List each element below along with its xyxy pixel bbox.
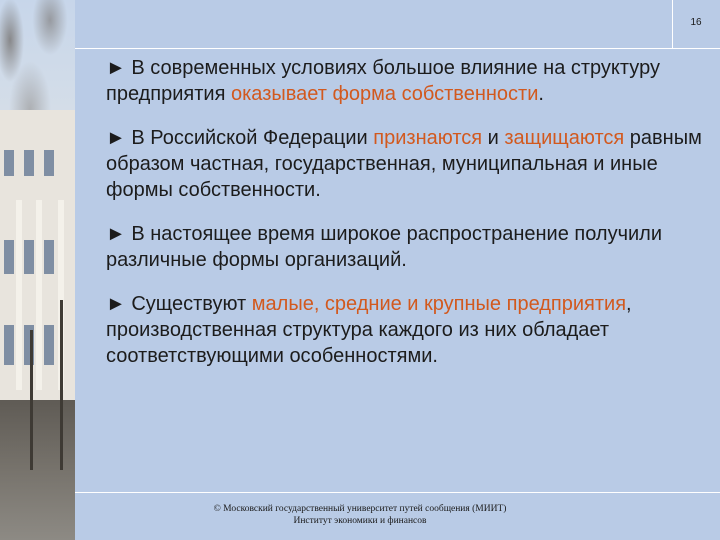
footer-divider: [75, 492, 720, 493]
paragraph-text: , производственная структура каждого из них обладает соответствующими особенностями.: [106, 293, 632, 367]
pillar: [16, 200, 22, 390]
tree-trunk: [60, 300, 63, 470]
paragraph-text: .: [538, 83, 544, 105]
pillar: [36, 200, 42, 390]
highlighted-text: оказывает форма собственности: [230, 83, 539, 105]
slide-body: [106, 55, 706, 387]
window: [44, 325, 54, 365]
paragraph-text: ► Существуют: [106, 293, 252, 315]
bullet-paragraph: [106, 291, 706, 369]
paragraph-text: ► В современных условиях большое влияние на структуру предприятия: [106, 57, 660, 105]
bullet-paragraph: [106, 55, 706, 107]
bullet-paragraph: [106, 221, 706, 273]
bullet-paragraph: [106, 125, 706, 203]
footer-copyright: © Московский государственный университет путей сообщения (МИИТ): [213, 504, 507, 514]
footer-institute: Институт экономики и финансов: [293, 516, 427, 526]
street: [0, 400, 75, 540]
highlighted-text: признаются: [373, 127, 483, 149]
university-building: [0, 110, 75, 400]
paragraph-text: равным образом частная, государственная, муниципальная и иные формы собственности.: [106, 127, 702, 201]
header-divider: [75, 48, 720, 49]
paragraph-text: и: [482, 127, 505, 149]
window: [24, 240, 34, 274]
paragraph-text: ► В Российской Федерации: [106, 127, 374, 149]
tree-trunk: [30, 330, 33, 470]
highlighted-text: защищаются: [504, 127, 625, 149]
window: [4, 325, 14, 365]
window: [24, 150, 34, 176]
window: [4, 240, 14, 274]
footer: [175, 503, 545, 527]
window: [44, 150, 54, 176]
building-photo: [0, 0, 75, 540]
highlighted-text: малые, средние и крупные предприятия: [251, 293, 627, 315]
page-number: 16: [690, 17, 702, 28]
window: [4, 150, 14, 176]
window: [44, 240, 54, 274]
paragraph-text: ► В настоящее время широкое распространение получили различные формы организаций.: [106, 223, 662, 271]
